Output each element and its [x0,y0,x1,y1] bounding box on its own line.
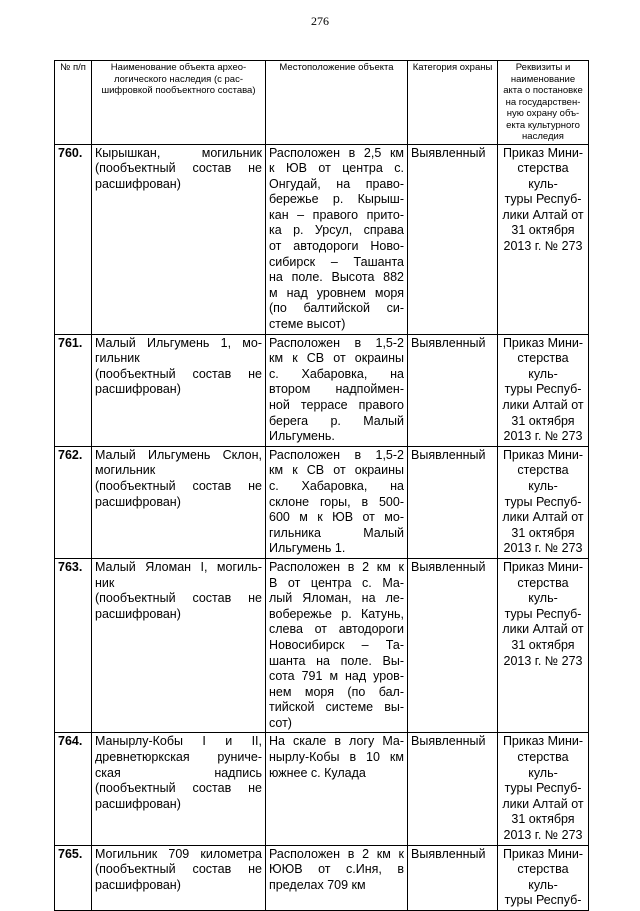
act-requisites-line: лики Алтай от [502,796,584,811]
object-name-line: гильник [95,351,140,366]
object-name-line: (пообъектный состав не [95,478,262,493]
object-location-line: тийской системе вы- [269,700,404,715]
object-name-line: расшифрован) [95,494,181,509]
act-requisites-line: 2013 г. № 273 [503,429,583,444]
object-name-line: ская надпись [95,765,262,780]
act-requisites-line: Приказ Мини- [502,335,584,350]
act-requisites-line: туры Респуб- [504,494,582,509]
act-requisites [498,334,589,446]
object-location-line: Ильгумень. [269,429,335,444]
object-name-line: расшифрован) [95,606,181,621]
object-location-line: втором надпоймен- [269,382,404,397]
object-location-line: гильника Малый [269,525,404,540]
table-row [55,558,589,733]
object-name-line: ник [95,575,115,590]
protection-category: Выявленный [408,558,498,733]
object-location [266,733,408,845]
object-name-line: (пообъектный состав не [95,781,262,796]
header-requisites: Реквизиты и наименование акта о постановке на государственную охрану объекта культурного наследия [498,61,589,145]
object-name [92,334,266,446]
object-location-line: стеме высот) [269,317,346,332]
act-requisites [498,144,589,334]
object-name-line: (пообъектный состав не [95,366,262,381]
act-requisites-line: 31 октября [511,413,575,428]
object-name-line: расшифрован) [95,796,181,811]
row-number: 765. [55,845,92,910]
act-requisites-line: стерства куль- [517,463,569,493]
protection-category: Выявленный [408,446,498,558]
act-requisites-line: стерства куль- [517,750,569,780]
object-location-line: пределах 709 км [269,877,366,892]
object-location-line: Расположен в 2,5 км [269,145,404,160]
act-requisites-line: Приказ Мини- [502,559,584,574]
object-location-line: 600 м к ЮВ от мо- [269,510,404,525]
act-requisites-line: стерства куль- [517,161,569,191]
object-name-line: Малый Ильгумень Склон, [95,447,262,462]
object-name-line: могильник [95,463,156,478]
row-number: 763. [55,558,92,733]
header-name: Наименование объекта археологического наследия (с расшифровкой пообъектного состава) [92,61,266,145]
object-name-line: Малый Яломан I, могиль- [95,559,262,574]
table-row [55,334,589,446]
heritage-registry-table [54,60,589,911]
object-name [92,446,266,558]
act-requisites [498,558,589,733]
object-location-line: лый Яломан, на ле- [269,591,404,606]
object-location-line: м над уровнем моря [269,285,404,300]
act-requisites-line: 2013 г. № 273 [503,653,583,668]
object-location-line: ка р. Урсул, справа [269,223,404,238]
act-requisites-line: 2013 г. № 273 [503,239,583,254]
act-requisites [498,446,589,558]
object-location-line: вобережье р. Катунь, [269,606,404,621]
object-location-line: ной террасе правого [269,398,404,412]
object-location-line: берега р. Малый [269,413,404,428]
act-requisites-line: стерства куль- [517,862,569,892]
header-location: Местоположение объекта [266,61,408,145]
act-requisites-line: 31 октября [511,812,575,827]
act-requisites-line: туры Респуб- [504,382,582,397]
object-name [92,144,266,334]
act-requisites-line: стерства куль- [517,575,569,606]
object-name-line: расшифрован) [95,382,181,397]
object-location-line: от автодороги Ново- [269,239,404,254]
table-body [55,144,589,911]
object-location-line: южнее с. Кулада [269,765,366,780]
object-location-line: ЮЮВ от с.Иня, в [269,862,404,877]
object-location-line: сот) [269,715,292,730]
act-requisites-line: лики Алтай от [502,398,584,412]
act-requisites-line: туры Респуб- [504,893,582,908]
object-location-line: нем моря (по бал- [269,684,404,699]
object-name [92,558,266,733]
object-name-line: (пообъектный состав не [95,161,262,176]
object-location-line: Ильгумень 1. [269,541,346,556]
object-name-line: Малый Ильгумень 1, мо- [95,335,262,350]
act-requisites-line: стерства куль- [517,351,569,381]
object-location [266,845,408,910]
act-requisites-line: 2013 г. № 273 [503,828,583,843]
header-num: № п/п [55,61,92,145]
object-name [92,845,266,910]
act-requisites-line: туры Респуб- [504,606,582,621]
object-name-line: Манырлу-Кобы I и II, [95,734,262,749]
object-location [266,558,408,733]
object-location [266,144,408,334]
object-location-line: Расположен в 2 км к [269,559,404,574]
object-location-line: Расположен в 1,5-2 [269,335,404,350]
object-location-line: На скале в логу Ма- [269,734,404,749]
object-name-line: (пообъектный состав не [95,591,262,606]
object-location-line: Расположен в 1,5-2 [269,447,404,462]
object-location-line: кан – правого прито- [269,207,404,222]
object-location-line: слева от автодороги [269,622,404,637]
act-requisites-line: лики Алтай от [502,510,584,525]
table-row [55,845,589,910]
object-name-line: (пообъектный состав не [95,862,262,877]
act-requisites-line: туры Респуб- [504,781,582,796]
header-category: Категория охраны [408,61,498,145]
object-location [266,334,408,446]
object-location-line: В от центра с. Ма- [269,575,404,590]
object-location-line: к ЮВ от центра с. [269,161,404,176]
object-location-line: с. Хабаровка, на [269,366,404,381]
object-location-line: на поле. Высота 882 [269,270,404,285]
protection-category: Выявленный [408,144,498,334]
act-requisites-line: 31 октября [511,525,575,540]
act-requisites [498,845,589,910]
page-number: 276 [311,14,329,28]
object-location-line: шанта на поле. Вы- [269,653,404,668]
object-location-line: с. Хабаровка, на [269,478,404,493]
object-location-line: Расположен в 2 км к [269,846,404,861]
act-requisites-line: Приказ Мини- [502,145,584,160]
row-number: 762. [55,446,92,558]
act-requisites-line: Приказ Мини- [502,734,584,749]
object-location-line: бережье р. Кырыш- [269,192,404,207]
object-location-line: Новосибирск – Та- [269,637,404,652]
object-name-line: Могильник 709 километра [95,846,262,861]
table-header-row [55,61,589,145]
object-location [266,446,408,558]
row-number: 764. [55,733,92,845]
object-name-line: Кырышкан, могильник [95,145,262,160]
table-row [55,733,589,845]
object-location-line: (по балтийской си- [269,301,404,316]
protection-category: Выявленный [408,845,498,910]
row-number: 761. [55,334,92,446]
object-name-line: древнетюркская руниче- [95,750,262,765]
protection-category: Выявленный [408,733,498,845]
object-location-line: км к СВ от окраины [269,351,404,366]
protection-category: Выявленный [408,334,498,446]
act-requisites-line: 2013 г. № 273 [503,541,583,556]
object-location-line: Онгудай, на право- [269,176,404,191]
table-row [55,446,589,558]
object-location-line: склоне горы, в 500- [269,494,404,509]
object-location-line: сота 791 м над уров- [269,669,404,684]
act-requisites-line: 31 октября [511,637,575,652]
row-number: 760. [55,144,92,334]
object-location-line: сибирск – Ташанта [269,254,404,269]
object-name-line: расшифрован) [95,877,181,892]
act-requisites-line: лики Алтай от [502,622,584,637]
table-row [55,144,589,334]
act-requisites [498,733,589,845]
act-requisites-line: Приказ Мини- [502,846,584,861]
act-requisites-line: лики Алтай от [502,207,584,222]
object-name [92,733,266,845]
object-location-line: км к СВ от окраины [269,463,404,478]
act-requisites-line: Приказ Мини- [502,447,584,462]
object-location-line: нырлу-Кобы в 10 км [269,750,404,765]
object-name-line: расшифрован) [95,176,181,191]
act-requisites-line: 31 октября [511,223,575,238]
act-requisites-line: туры Респуб- [504,192,582,207]
